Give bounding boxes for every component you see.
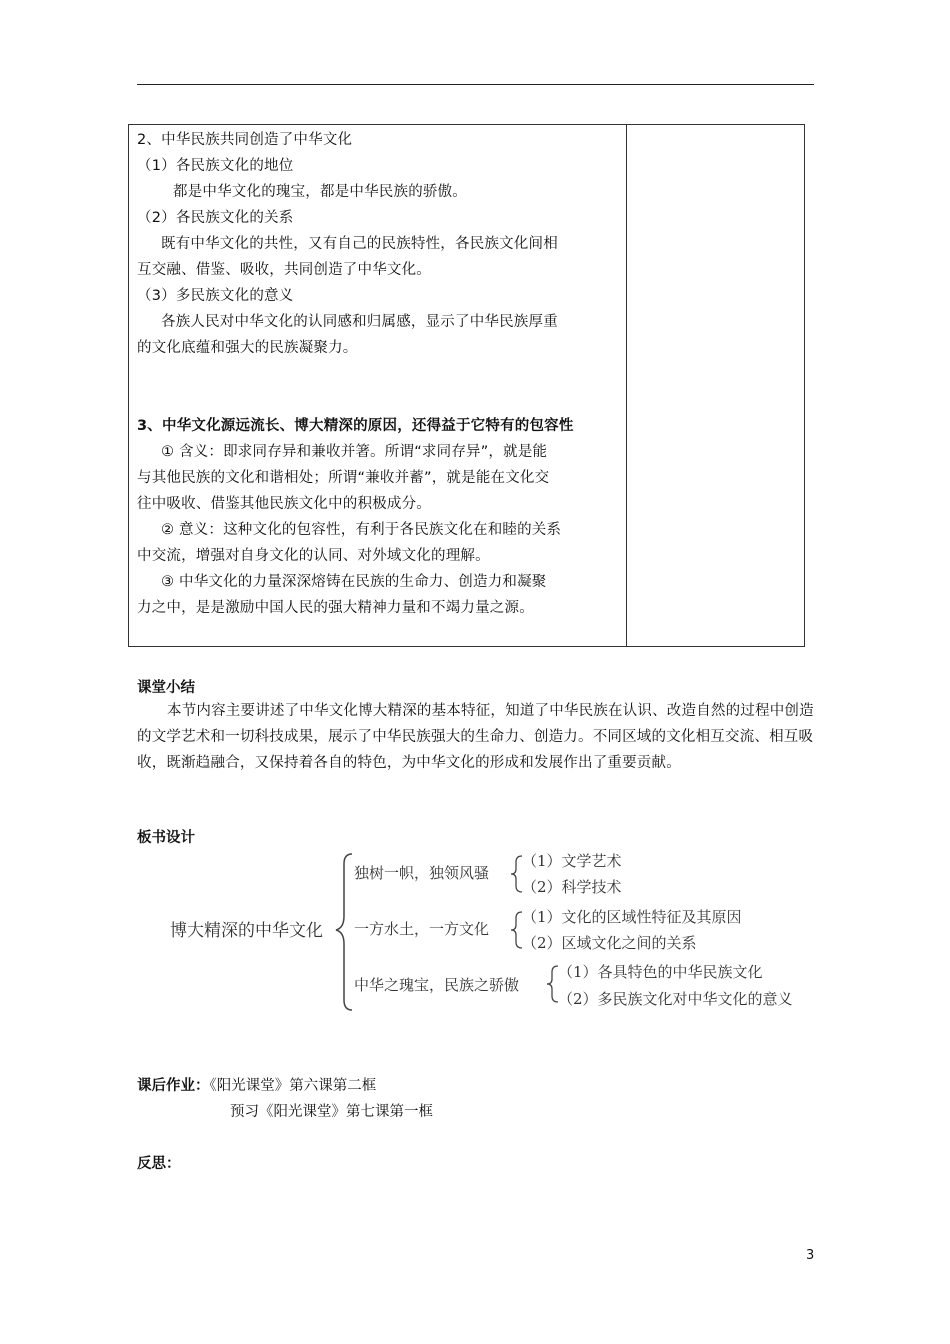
table-line: （3）多民族文化的意义: [137, 288, 294, 304]
board-group-label: 独树一帜，独领风骚: [354, 864, 490, 882]
table-line: 3、中华文化源远流长、博大精深的原因，还得益于它特有的包容性: [137, 418, 574, 434]
table-line: 的文化底蕴和强大的民族凝聚力。: [137, 340, 358, 356]
table-line: 力之中，是是激励中国人民的强大精神力量和不竭力量之源。: [137, 600, 534, 616]
small-brace: [547, 966, 558, 1002]
board-item: （1）文学艺术: [522, 852, 622, 870]
board-diagram: [160, 844, 840, 1014]
table-line: 往中吸收、借鉴其他民族文化中的积极成分。: [137, 496, 431, 512]
board-item: （2）区域文化之间的关系: [522, 934, 697, 952]
table-line: 与其他民族的文化和谐相处；所谓“兼收并蓄”，就是能在文化交: [137, 470, 550, 486]
table-line: ① 含义：即求同存异和兼收并箸。所谓“求同存异”，就是能: [161, 444, 548, 460]
table-line: 2、中华民族共同创造了中华文化: [137, 132, 353, 148]
homework-text-1: 《阳光课堂》第六课第二框: [209, 1078, 377, 1094]
column-divider: [626, 125, 627, 646]
table-spacer: [137, 361, 621, 413]
table-line: 既有中华文化的共性，又有自己的民族特性，各民族文化间相: [161, 236, 558, 252]
board-item: （2）科学技术: [522, 878, 622, 896]
table-line: 中交流，增强对自身文化的认同、对外域文化的理解。: [137, 548, 490, 564]
table-line: （2）各民族文化的关系: [137, 210, 294, 226]
table-line: 都是中华文化的瑰宝，都是中华民族的骄傲。: [173, 184, 467, 200]
homework-line1: [137, 1073, 376, 1099]
table-line: ③ 中华文化的力量深深熔铸在民族的生命力、创造力和凝聚: [161, 574, 547, 590]
big-brace: [336, 854, 352, 1010]
board-item: （1）文化的区域性特征及其原因: [522, 908, 742, 926]
summary-text: 本节内容主要讲述了中华文化博大精深的基本特征，知道了中华民族在认识、改造自然的过程中创造的文学艺术和一切科技成果，展示了中华民族强大的生命力、创造力。不同区域的文化相互交流、相互吸收，既渐趋融合，又保持着各自的特色，为中华文化的形成和发展作出了重要贡献。: [137, 703, 814, 771]
page-number: 3: [806, 1248, 815, 1263]
board-heading: 板书设计: [137, 830, 195, 846]
table-line: （1）各民族文化的地位: [137, 158, 294, 174]
table-line: ② 意义：这种文化的包容性，有利于各民族文化在和睦的关系: [161, 522, 562, 538]
summary-paragraph: [137, 698, 817, 776]
content-table: [128, 124, 805, 647]
table-line: 各族人民对中华文化的认同感和归属感，显示了中华民族厚重: [161, 314, 558, 330]
board-group-label: 一方水土，一方文化: [354, 920, 490, 938]
board-group-label: 中华之瑰宝，民族之骄傲: [354, 976, 520, 994]
board-item: （2）多民族文化对中华文化的意义: [558, 990, 793, 1008]
table-main-cell: [137, 127, 621, 621]
table-line: 互交融、借鉴、吸收，共同创造了中华文化。: [137, 262, 431, 278]
header-rule: [137, 84, 814, 85]
small-brace: [511, 856, 522, 892]
reflection-label: 反思：: [137, 1156, 181, 1172]
summary-heading: 课堂小结: [137, 680, 195, 696]
board-item: （1）各具特色的中华民族文化: [558, 963, 763, 981]
small-brace: [511, 912, 522, 948]
homework-label: 课后作业：: [137, 1078, 210, 1094]
homework-text-2: 预习《阳光课堂》第七课第一框: [230, 1104, 433, 1120]
board-root: 博大精深的中华文化: [170, 921, 323, 941]
